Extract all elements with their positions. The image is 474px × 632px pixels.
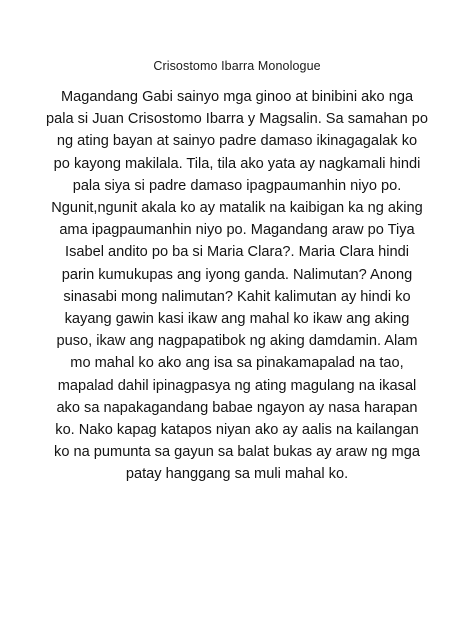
text-line: ng ating bayan at sainyo padre damaso ikinagagalak ko bbox=[56, 133, 418, 150]
text-line: mapalad dahil ipinagpasya ng ating magulang na ikasal bbox=[57, 377, 417, 394]
text-line: parin kumukupas ang iyong ganda. Nalimutan? Anong bbox=[61, 266, 413, 283]
monologue-body bbox=[28, 86, 446, 486]
text-line: ko. Nako kapag katapos niyan ako ay aalis na kailangan bbox=[55, 422, 419, 439]
text-line: sinasabi mong nalimutan? Kahit kalimutan ay hindi ko bbox=[63, 288, 411, 305]
text-line: ako sa napakagandang babae ngayon ay nasa harapan bbox=[56, 399, 418, 416]
text-line: kayang gawin kasi ikaw ang mahal ko ikaw ang aking bbox=[64, 311, 410, 328]
text-line: ko na pumunta sa gayun sa balat bukas ay araw ng mga bbox=[54, 444, 420, 461]
text-line: Magandang Gabi sainyo mga ginoo at binibini ako nga bbox=[60, 89, 414, 105]
text-line: pala siya si padre damaso ipagpaumanhin niyo po. bbox=[72, 177, 402, 194]
text-line: Isabel andito po ba si Maria Clara?. Maria Clara hindi bbox=[65, 244, 409, 261]
text-line: ama ipagpaumanhin niyo po. Magandang araw po Tiya bbox=[59, 222, 415, 239]
text-line: mo mahal ko ako ang isa sa pinakamapalad na tao, bbox=[70, 355, 404, 372]
text-line: Ngunit,ngunit akala ko ay matalik na kaibigan ka ng aking bbox=[51, 200, 423, 217]
document-title: Crisostomo Ibarra Monologue bbox=[153, 59, 321, 73]
text-line: patay hanggang sa muli mahal ko. bbox=[125, 466, 349, 483]
text-line: pala si Juan Crisostomo Ibarra y Magsalin. Sa samahan po bbox=[45, 111, 429, 128]
text-line: puso, ikaw ang nagpapatibok ng aking damdamin. Alam bbox=[56, 333, 418, 350]
text-line: po kayong makilala. Tila, tila ako yata ay nagkamali hindi bbox=[53, 155, 421, 172]
